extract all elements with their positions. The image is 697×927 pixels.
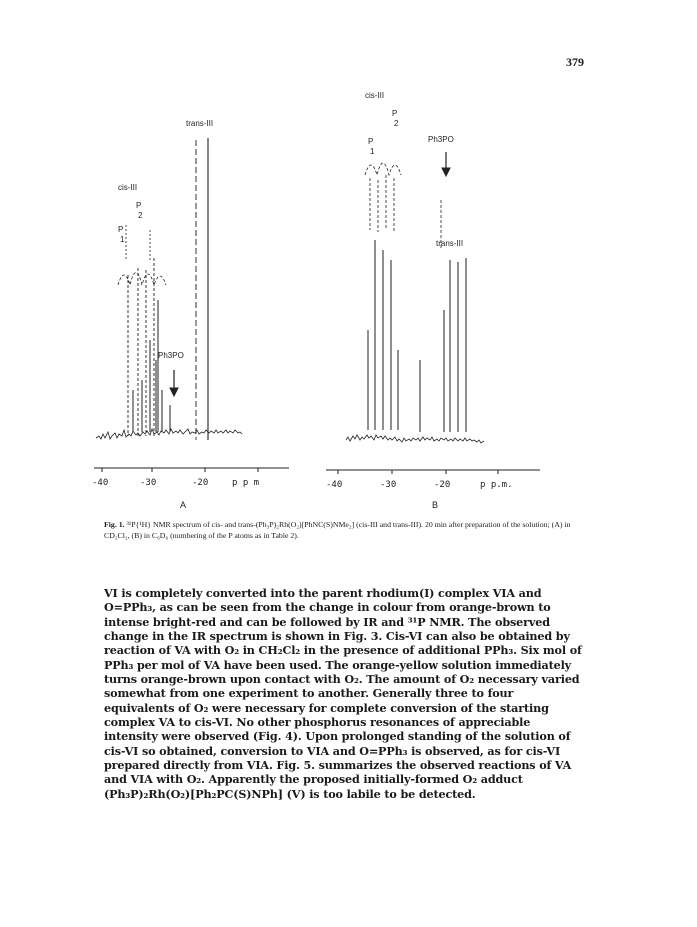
panel-a-tick-unit: p p m — [232, 478, 260, 488]
panel-a-tick-3: -20 — [192, 478, 209, 488]
panel-a-tick-2: -30 — [140, 478, 157, 488]
panel-b-tick-3: -20 — [434, 480, 451, 490]
panel-b-cis-label: cis-III — [365, 91, 385, 100]
panel-b-letter: B — [432, 500, 439, 510]
panel-a-p1-sub: 1 — [120, 235, 125, 244]
panel-a-p2-sub: 2 — [138, 211, 143, 220]
panel-b-ph3po-label: Ph3PO — [428, 135, 454, 144]
panel-b-trans-label: trans-III — [436, 239, 464, 248]
panel-a-cis-label: cis-III — [118, 183, 138, 192]
page-number: 379 — [566, 55, 584, 69]
panel-b-p2-sub: 2 — [394, 119, 399, 128]
panel-a-trans-label: trans-III — [186, 119, 214, 128]
panel-b-spectrum — [326, 152, 540, 474]
panel-a-p1-label: P — [118, 225, 124, 234]
caption-label: Fig. 1. — [104, 520, 125, 529]
body-text — [104, 586, 582, 801]
panel-a-ph3po-label: Ph3PO — [158, 351, 184, 360]
panel-b-p2-label: P — [392, 109, 398, 118]
panel-a-letter: A — [180, 500, 187, 510]
panel-b-tick-1: -40 — [326, 480, 343, 490]
body-paragraph: VI is completely converted into the parent rhodium(I) complex VIA and O=PPh₃, as can be seen from the change in colour from orange-brown to intense bright-red and can be followed by IR and ³¹P NMR. The observed change in the IR spectrum is shown in Fig. 3. Cis-VI can also be obtained by reaction of VA with O₂ in CH₂Cl₂ in the presence of additional PPh₃. Six mol of PPh₃ per mol of VA have been used. The orange-yellow solution immediately turns orange-brown upon contact with O₂. The amount of O₂ necessary varied somewhat from one experiment to another. Generally three to four equivalents of O₂ were necessary for complete conversion of the starting complex VA to cis-VI. No other phosphorus resonances of appreciable intensity were observed (Fig. 4). Upon prolonged standing of the solution of cis-VI so obtained, conversion to VIA and O=PPh₃ is observed, as for cis-VI prepared directly from VIA. Fig. 5. summarizes the observed reactions of VA and VIA with O₂. Apparently the proposed initially-formed O₂ adduct (Ph₃P)₂Rh(O₂)[Ph₂PC(S)NPh] (V) is too labile to be detected. — [104, 586, 582, 801]
panel-b-baseline — [346, 435, 484, 443]
panel-a-tick-1: -40 — [92, 478, 109, 488]
figure-caption — [104, 520, 574, 541]
panel-b-tick-2: -30 — [380, 480, 397, 490]
caption-text: ³¹P{¹H} NMR spectrum of cis- and trans-(Ph₃P)₂Rh(O₂)[PhNC(S)NMe₂] (cis-III and trans-III). 20 min after preparation of the solution; (A) in CD₂Cl₂, (B) in C₆D₆ (numbering of the P atoms as in Table 2). — [104, 520, 571, 540]
panel-a-baseline — [96, 429, 242, 439]
panel-b-p1-label: P — [368, 137, 374, 146]
panel-a-p2-label: P — [136, 201, 142, 210]
panel-b-p1-sub: 1 — [370, 147, 375, 156]
panel-b-tick-unit: p p.m. — [480, 480, 513, 490]
